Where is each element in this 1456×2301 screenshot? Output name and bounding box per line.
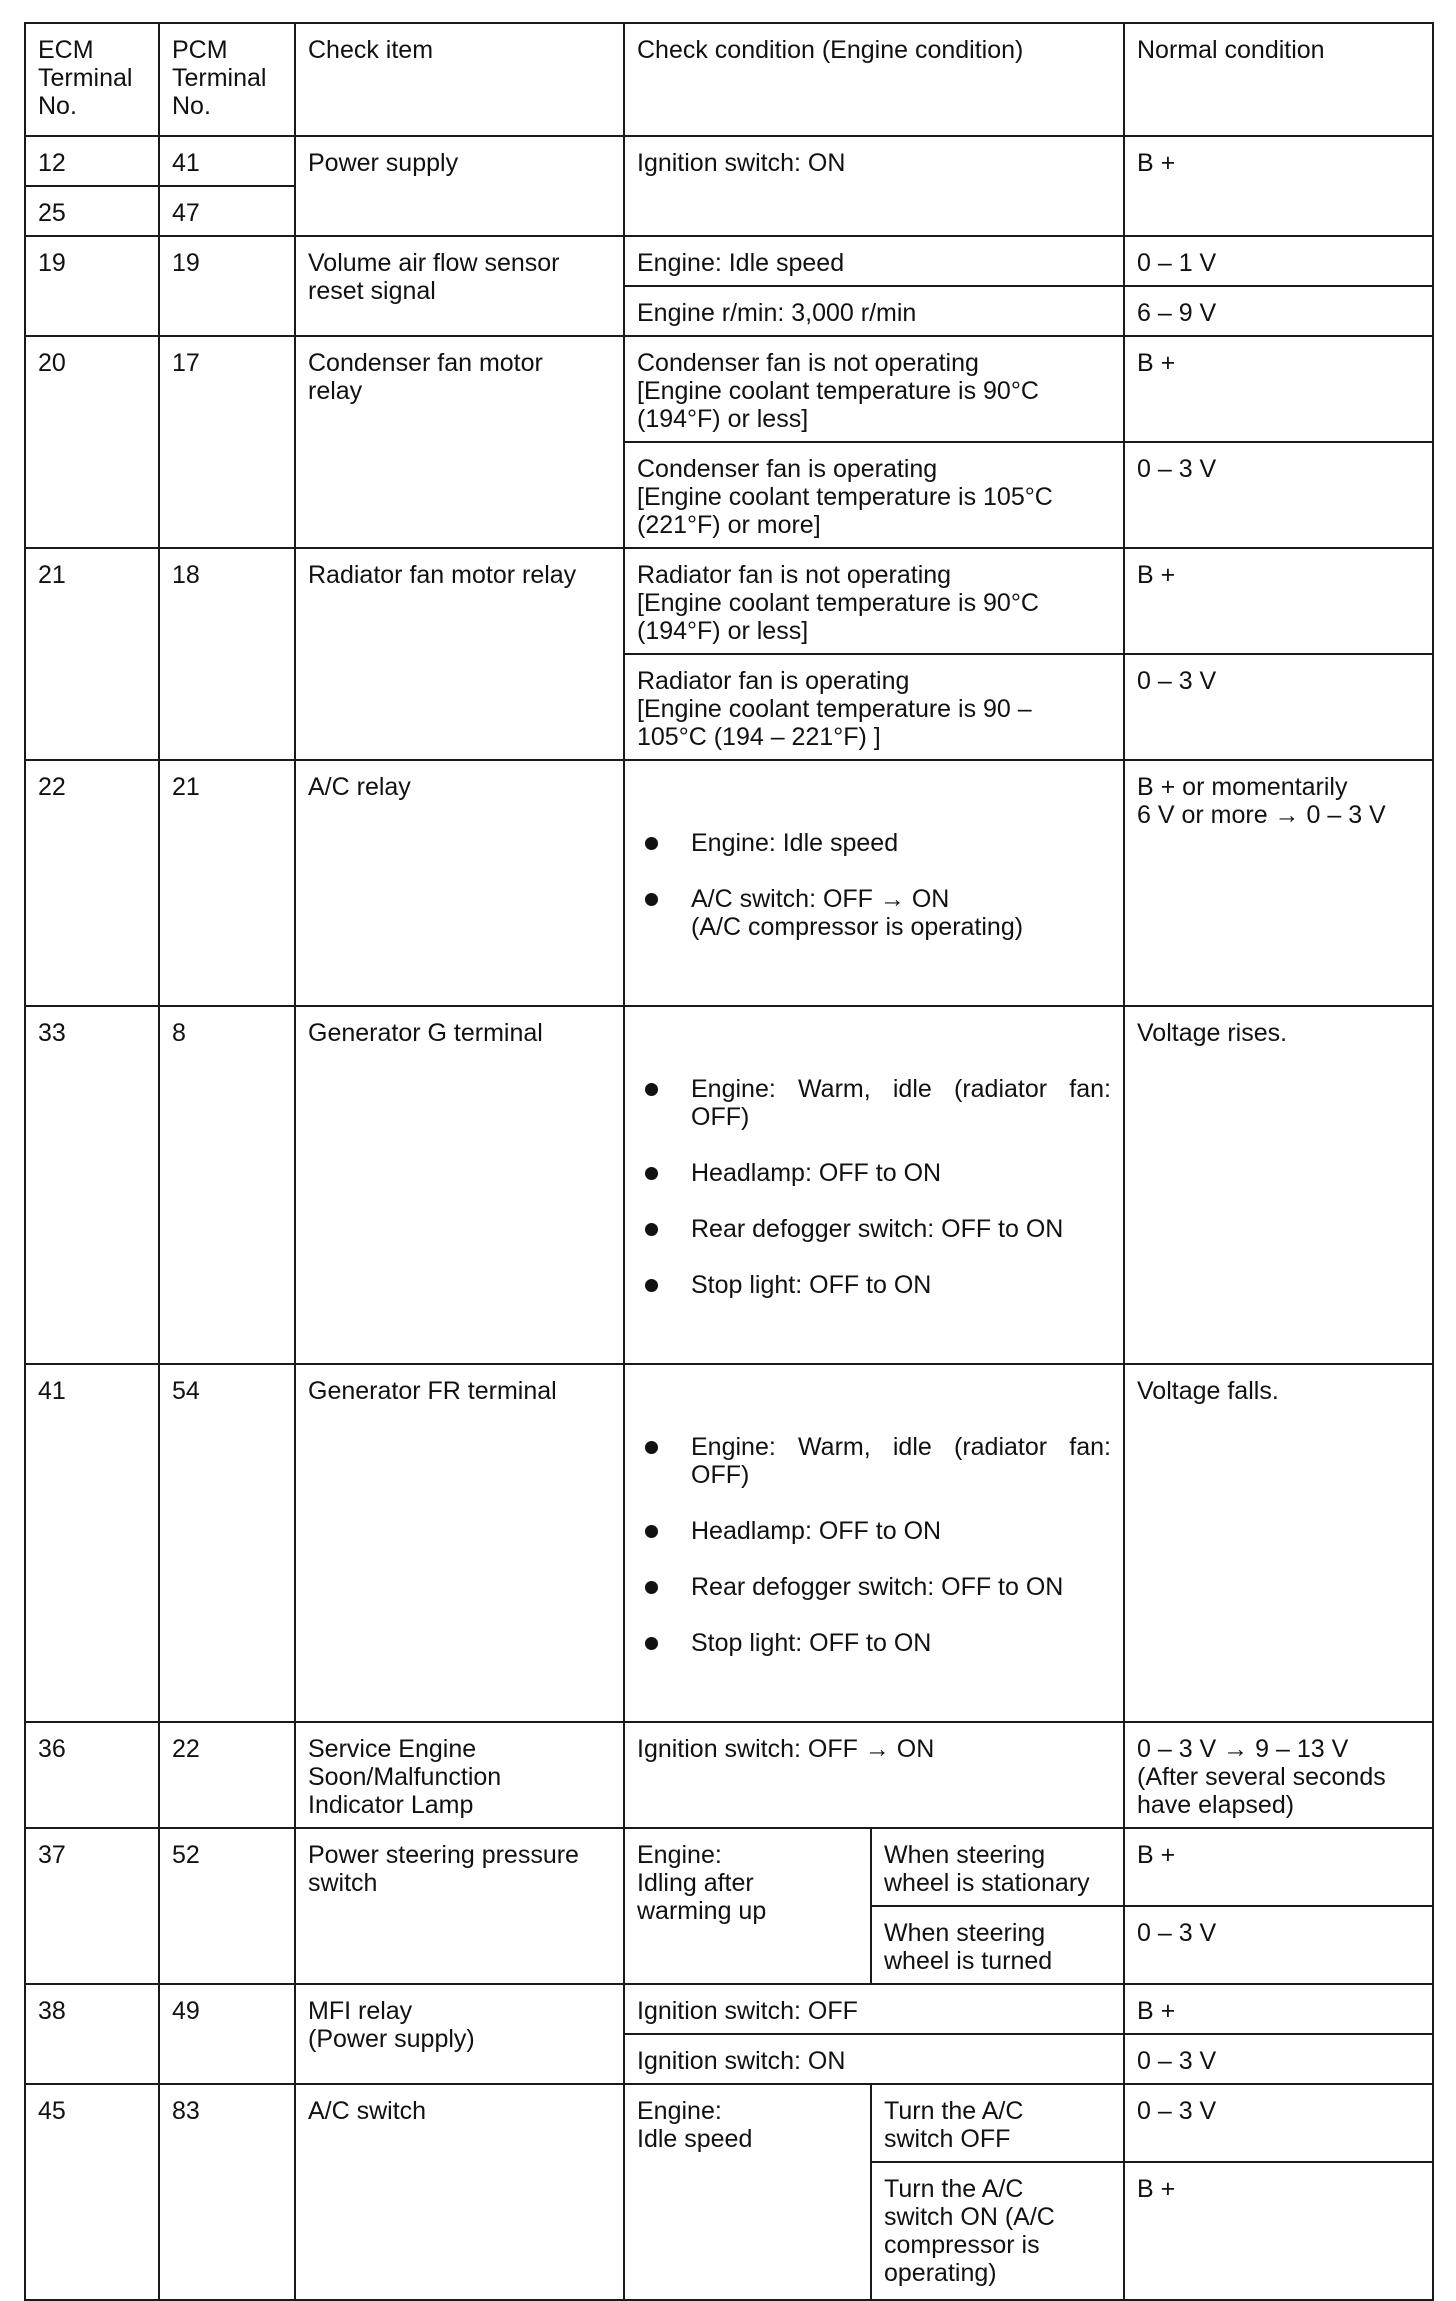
normal-condition: 0 – 3 V — [1124, 1906, 1433, 1984]
pcm-terminal: 21 — [159, 760, 295, 1006]
pcm-terminal: 54 — [159, 1364, 295, 1722]
ecm-terminal: 25 — [25, 186, 159, 236]
header-row — [25, 23, 1433, 136]
ecm-terminal: 12 — [25, 136, 159, 186]
condition-bullet: Headlamp: OFF to ON — [637, 1159, 1111, 1187]
check-condition: Ignition switch: OFF → ON — [624, 1722, 1124, 1828]
check-item: A/C switch — [295, 2084, 624, 2300]
normal-condition: Voltage falls. — [1124, 1364, 1433, 1722]
ecm-terminal: 45 — [25, 2084, 159, 2300]
normal-condition: 0 – 3 V — [1124, 654, 1433, 760]
check-item: A/C relay — [295, 760, 624, 1006]
table-row — [25, 1722, 1433, 1828]
check-condition: Engine r/min: 3,000 r/min — [624, 286, 1124, 336]
pcm-terminal: 19 — [159, 236, 295, 336]
pcm-terminal: 17 — [159, 336, 295, 548]
check-item: Power steering pressure switch — [295, 1828, 624, 1984]
condition-bullet: Rear defogger switch: OFF to ON — [637, 1573, 1111, 1601]
ecm-terminal: 41 — [25, 1364, 159, 1722]
header-pcm-terminal: PCM Terminal No. — [159, 23, 295, 136]
check-condition — [624, 1364, 1124, 1722]
table-row — [25, 1828, 1433, 1906]
header-check-item: Check item — [295, 23, 624, 136]
condition-bullet: Headlamp: OFF to ON — [637, 1517, 1111, 1545]
check-item: Service Engine Soon/Malfunction Indicator Lamp — [295, 1722, 624, 1828]
condition-bullet: Engine: Warm, idle (radiator fan: OFF) — [637, 1075, 1111, 1131]
ecm-terminal: 38 — [25, 1984, 159, 2084]
pcm-terminal: 52 — [159, 1828, 295, 1984]
check-condition — [624, 1006, 1124, 1364]
check-condition: Condenser fan is operating [Engine coolant temperature is 105°C (221°F) or more] — [624, 442, 1124, 548]
check-condition: Engine: Idling after warming up — [624, 1828, 871, 1984]
table-row — [25, 2084, 1433, 2162]
normal-condition: 0 – 3 V — [1124, 442, 1433, 548]
check-item: Condenser fan motor relay — [295, 336, 624, 548]
check-condition: Ignition switch: ON — [624, 2034, 1124, 2084]
table-row — [25, 336, 1433, 442]
pcm-terminal: 47 — [159, 186, 295, 236]
check-condition: Radiator fan is operating [Engine coolant temperature is 90 – 105°C (194 – 221°F) ] — [624, 654, 1124, 760]
normal-condition: 0 – 1 V — [1124, 236, 1433, 286]
check-item: Generator FR terminal — [295, 1364, 624, 1722]
table-row — [25, 1984, 1433, 2034]
normal-condition: B + or momentarily 6 V or more → 0 – 3 V — [1124, 760, 1433, 1006]
condition-bullet-list — [637, 1047, 1111, 1327]
check-condition — [624, 760, 1124, 1006]
check-condition: Ignition switch: ON — [624, 136, 1124, 236]
ecm-terminal: 19 — [25, 236, 159, 336]
table-row — [25, 1364, 1433, 1722]
normal-condition: B + — [1124, 1828, 1433, 1906]
pcm-terminal: 8 — [159, 1006, 295, 1364]
header-normal-condition: Normal condition — [1124, 23, 1433, 136]
normal-condition: 0 – 3 V → 9 – 13 V (After several seconds have elapsed) — [1124, 1722, 1433, 1828]
check-condition: Condenser fan is not operating [Engine coolant temperature is 90°C (194°F) or less] — [624, 336, 1124, 442]
check-condition: Engine: Idle speed — [624, 2084, 871, 2300]
table-row — [25, 1006, 1433, 1364]
condition-bullet: Rear defogger switch: OFF to ON — [637, 1215, 1111, 1243]
check-item: Radiator fan motor relay — [295, 548, 624, 760]
normal-condition: B + — [1124, 2162, 1433, 2300]
table-row — [25, 760, 1433, 1006]
table-row — [25, 136, 1433, 186]
ecm-terminal: 21 — [25, 548, 159, 760]
condition-bullet-list — [637, 1405, 1111, 1685]
check-item: Generator G terminal — [295, 1006, 624, 1364]
terminal-check-table — [24, 22, 1434, 2301]
pcm-terminal: 49 — [159, 1984, 295, 2084]
pcm-terminal: 41 — [159, 136, 295, 186]
normal-condition: Voltage rises. — [1124, 1006, 1433, 1364]
normal-condition: B + — [1124, 1984, 1433, 2034]
check-sub-condition: When steering wheel is stationary — [871, 1828, 1124, 1906]
condition-bullet-list — [637, 801, 1111, 969]
check-condition: Engine: Idle speed — [624, 236, 1124, 286]
check-condition: Radiator fan is not operating [Engine coolant temperature is 90°C (194°F) or less] — [624, 548, 1124, 654]
pcm-terminal: 83 — [159, 2084, 295, 2300]
pcm-terminal: 22 — [159, 1722, 295, 1828]
normal-condition: 0 – 3 V — [1124, 2084, 1433, 2162]
table-row — [25, 236, 1433, 286]
check-item: Power supply — [295, 136, 624, 236]
check-item: Volume air flow sensor reset signal — [295, 236, 624, 336]
header-ecm-terminal: ECM Terminal No. — [25, 23, 159, 136]
pcm-terminal: 18 — [159, 548, 295, 760]
table-row — [25, 548, 1433, 654]
check-sub-condition: Turn the A/C switch OFF — [871, 2084, 1124, 2162]
normal-condition: B + — [1124, 136, 1433, 236]
condition-bullet: Engine: Warm, idle (radiator fan: OFF) — [637, 1433, 1111, 1489]
ecm-terminal: 22 — [25, 760, 159, 1006]
ecm-terminal: 36 — [25, 1722, 159, 1828]
check-sub-condition: When steering wheel is turned — [871, 1906, 1124, 1984]
normal-condition: B + — [1124, 548, 1433, 654]
condition-bullet: Stop light: OFF to ON — [637, 1629, 1111, 1657]
condition-bullet: Stop light: OFF to ON — [637, 1271, 1111, 1299]
condition-bullet: A/C switch: OFF → ON (A/C compressor is operating) — [637, 885, 1111, 941]
normal-condition: 6 – 9 V — [1124, 286, 1433, 336]
check-condition: Ignition switch: OFF — [624, 1984, 1124, 2034]
inspection-table-page — [24, 22, 1432, 2287]
header-check-condition: Check condition (Engine condition) — [624, 23, 1124, 136]
ecm-terminal: 33 — [25, 1006, 159, 1364]
condition-bullet: Engine: Idle speed — [637, 829, 1111, 857]
ecm-terminal: 20 — [25, 336, 159, 548]
normal-condition: 0 – 3 V — [1124, 2034, 1433, 2084]
ecm-terminal: 37 — [25, 1828, 159, 1984]
normal-condition: B + — [1124, 336, 1433, 442]
check-sub-condition: Turn the A/C switch ON (A/C compressor is operating) — [871, 2162, 1124, 2300]
check-item: MFI relay (Power supply) — [295, 1984, 624, 2084]
